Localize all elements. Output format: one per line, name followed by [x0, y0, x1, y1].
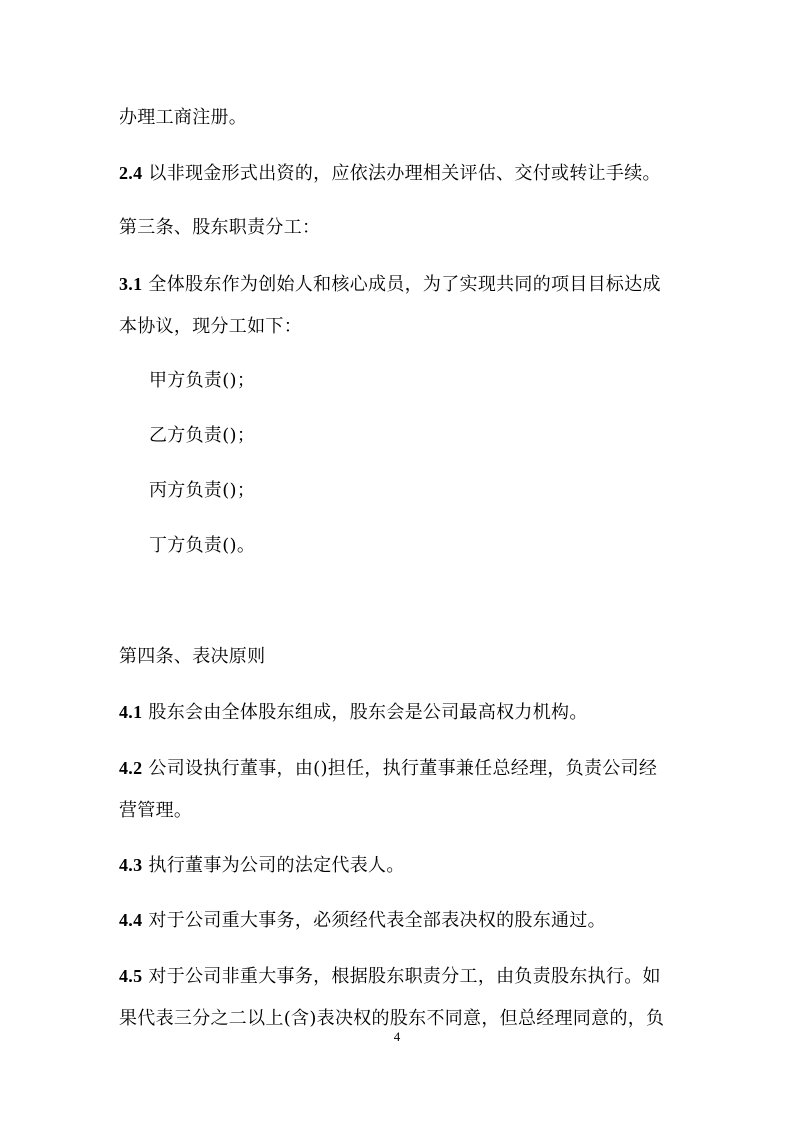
- party-a-duty: [149, 369, 255, 393]
- clause-4-5-continued: [119, 1007, 664, 1031]
- text-line-1: [119, 106, 247, 130]
- article-4-heading: [119, 645, 265, 669]
- party-c-duty: [149, 479, 255, 503]
- heading-text: 第四条、表决原则: [119, 646, 266, 667]
- article-3-heading: [119, 216, 320, 240]
- clause-text: 对于公司重大事务，必须经代表全部表决权的股东通过。: [142, 910, 606, 931]
- page-number: 4: [393, 1029, 401, 1044]
- heading-text: 第三条、股东职责分工：: [119, 217, 321, 238]
- clause-number: 2.4: [119, 163, 143, 183]
- clause-4-2: [119, 756, 657, 781]
- clause-3-1-continued: [119, 315, 302, 339]
- line-text: 本协议，现分工如下：: [119, 316, 302, 337]
- clause-4-5: [119, 964, 661, 989]
- clause-text: 公司设执行董事，由()担任，执行董事兼任总经理，负责公司经: [142, 758, 658, 779]
- line-text: 丁方负责()。: [149, 535, 256, 556]
- clause-text: 股东会由全体股东组成，股东会是公司最高权力机构。: [142, 702, 588, 723]
- clause-number: 4.2: [119, 758, 143, 778]
- party-d-duty: [149, 534, 255, 558]
- clause-text: 对于公司非重大事务，根据股东职责分工，由负责股东执行。如: [142, 966, 661, 987]
- clause-4-2-continued: [119, 799, 192, 823]
- clause-4-4: [119, 908, 606, 933]
- line-text: 办理工商注册。: [119, 107, 248, 128]
- line-text: 果代表三分之二以上(含)表决权的股东不同意，但总经理同意的，负: [119, 1008, 665, 1029]
- clause-4-3: [119, 853, 405, 878]
- clause-text: 以非现金形式出资的，应依法办理相关评估、交付或转让手续。: [142, 163, 661, 184]
- clause-2-4: [119, 161, 661, 186]
- line-text: 丙方负责()；: [149, 480, 256, 501]
- clause-3-1: [119, 272, 661, 297]
- clause-4-1: [119, 700, 588, 725]
- clause-number: 4.1: [119, 702, 143, 722]
- line-text: 甲方负责()；: [149, 370, 256, 391]
- clause-text: 全体股东作为创始人和核心成员，为了实现共同的项目目标达成: [142, 274, 661, 295]
- clause-number: 4.5: [119, 966, 143, 986]
- clause-number: 4.3: [119, 855, 143, 875]
- line-text: 乙方负责()；: [149, 425, 256, 446]
- party-b-duty: [149, 424, 255, 448]
- line-text: 营管理。: [119, 800, 193, 821]
- clause-number: 4.4: [119, 910, 143, 930]
- clause-number: 3.1: [119, 274, 143, 294]
- clause-text: 执行董事为公司的法定代表人。: [142, 855, 405, 876]
